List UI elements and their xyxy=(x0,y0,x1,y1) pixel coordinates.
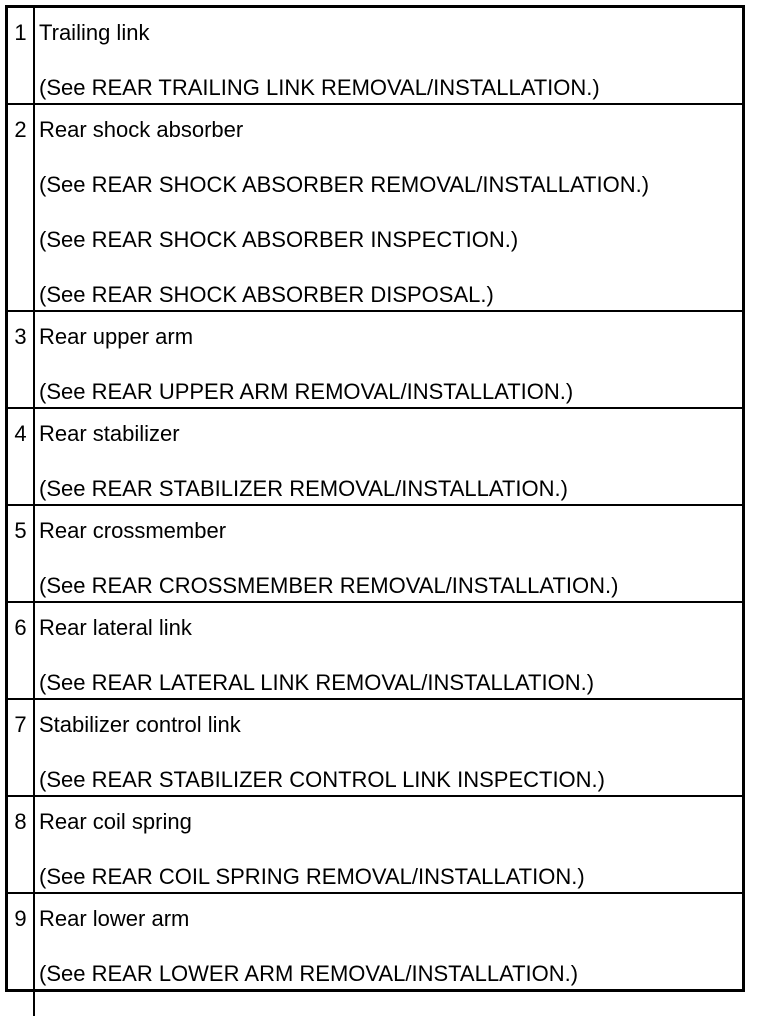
part-name: Rear lateral link xyxy=(39,615,192,640)
row-description xyxy=(35,409,742,506)
row-description xyxy=(35,8,742,105)
row-description xyxy=(35,700,742,797)
row-description xyxy=(35,105,742,312)
reference-link[interactable]: (See REAR UPPER ARM REMOVAL/INSTALLATION.) xyxy=(39,379,574,404)
part-name: Rear stabilizer xyxy=(39,421,180,446)
reference-link[interactable]: (See REAR LATERAL LINK REMOVAL/INSTALLATION.) xyxy=(39,670,595,695)
row-description xyxy=(35,797,742,894)
part-name: Rear upper arm xyxy=(39,324,194,349)
row-number: 2 xyxy=(8,105,35,312)
row-number: 3 xyxy=(8,312,35,409)
reference-link[interactable]: (See REAR CROSSMEMBER REMOVAL/INSTALLATION.) xyxy=(39,573,619,598)
row-number: 7 xyxy=(8,700,35,797)
row-description xyxy=(35,506,742,603)
reference-link[interactable]: (See REAR LOWER ARM REMOVAL/INSTALLATION.) xyxy=(39,961,579,986)
row-description xyxy=(35,894,742,1016)
row-number: 8 xyxy=(8,797,35,894)
part-name: Trailing link xyxy=(39,20,150,45)
row-number: 5 xyxy=(8,506,35,603)
reference-link[interactable]: (See REAR SHOCK ABSORBER INSPECTION.) xyxy=(39,227,519,252)
part-name: Rear shock absorber xyxy=(39,117,244,142)
parts-table xyxy=(5,5,745,992)
row-number: 1 xyxy=(8,8,35,105)
row-description xyxy=(35,603,742,700)
row-number: 6 xyxy=(8,603,35,700)
part-name: Rear crossmember xyxy=(39,518,227,543)
row-number: 9 xyxy=(8,894,35,1016)
reference-link[interactable]: (See REAR COIL SPRING REMOVAL/INSTALLATION.) xyxy=(39,864,585,889)
reference-link[interactable]: (See REAR TRAILING LINK REMOVAL/INSTALLATION.) xyxy=(39,75,600,100)
reference-link[interactable]: (See REAR STABILIZER CONTROL LINK INSPECTION.) xyxy=(39,767,605,792)
reference-link[interactable]: (See REAR SHOCK ABSORBER DISPOSAL.) xyxy=(39,282,494,307)
row-number: 4 xyxy=(8,409,35,506)
part-name: Rear coil spring xyxy=(39,809,192,834)
part-name: Rear lower arm xyxy=(39,906,190,931)
reference-link[interactable]: (See REAR SHOCK ABSORBER REMOVAL/INSTALLATION.) xyxy=(39,172,650,197)
row-description xyxy=(35,312,742,409)
reference-link[interactable]: (See REAR STABILIZER REMOVAL/INSTALLATION.) xyxy=(39,476,568,501)
part-name: Stabilizer control link xyxy=(39,712,241,737)
